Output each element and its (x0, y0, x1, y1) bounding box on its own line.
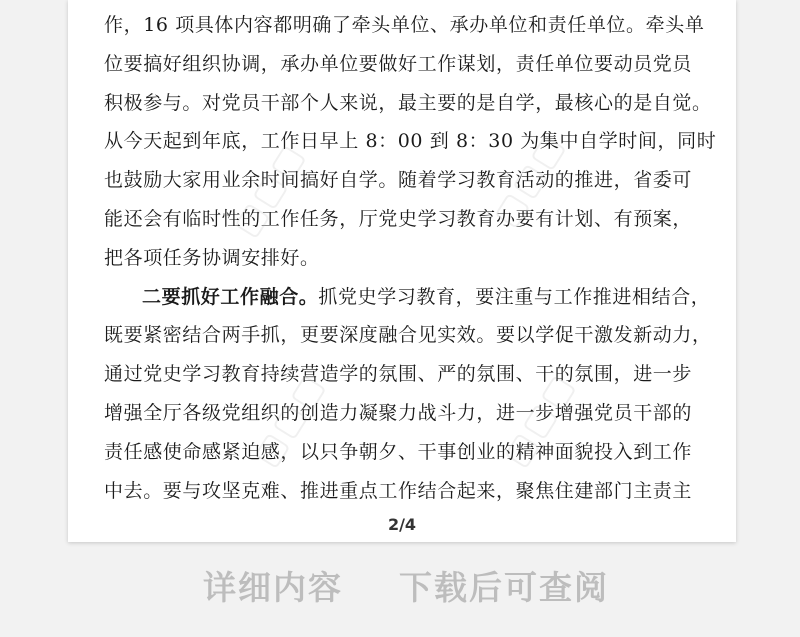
text-line: 能还会有临时性的工作任务，厅党史学习教育办要有计划、有预案， (104, 207, 693, 230)
document-page (68, 0, 736, 542)
document-body (104, 6, 717, 510)
text-line: 增强全厅各级党组织的创造力凝聚力战斗力，进一步增强党员干部的 (104, 401, 693, 424)
download-label: 下载后可查阅 (399, 568, 609, 607)
watermark-mark: ▢▢▢ (495, 365, 584, 475)
watermark-mark: ▢▢▢ (245, 365, 334, 475)
text-line: 把各项任务协调安排好。 (104, 246, 320, 269)
watermark-mark: ▢▢▢ (485, 125, 574, 235)
download-banner (0, 562, 800, 612)
paragraph-heading: 二要抓好工作融合。 (142, 285, 319, 308)
watermark-mark: ▢▢▢ (225, 135, 314, 245)
text-line: 通过党史学习教育持续营造学的氛围、严的氛围、干的氛围，进一步 (104, 363, 693, 386)
text-line: 中去。要与攻坚克难、推进重点工作结合起来，聚焦住建部门主责主 (104, 479, 693, 502)
paragraph-text: 抓党史学习教育，要注重与工作推进相结合， (318, 285, 711, 308)
detail-label: 详细内容 (203, 568, 343, 607)
paragraph-first-line (104, 278, 711, 317)
text-line: 从今天起到年底，工作日早上 8：00 到 8：30 为集中自学时间，同时 (104, 130, 717, 153)
text-line: 积极参与。对党员干部个人来说，最主要的是自学，最核心的是自觉。 (104, 91, 712, 114)
text-line: 也鼓励大家用业余时间搞好自学。随着学习教育活动的推进，省委可 (104, 169, 693, 192)
text-line: 既要紧密结合两手抓，更要深度融合见实效。要以学促干激发新动力， (104, 324, 712, 347)
page-number: 2/4 (387, 515, 417, 534)
text-line: 责任感使命感紧迫感，以只争朝夕、干事创业的精神面貌投入到工作 (104, 440, 693, 463)
text-line: 位要搞好组织协调，承办单位要做好工作谋划，责任单位要动员党员 (104, 52, 693, 75)
text-line: 作，16 项具体内容都明确了牵头单位、承办单位和责任单位。牵头单 (104, 14, 705, 36)
